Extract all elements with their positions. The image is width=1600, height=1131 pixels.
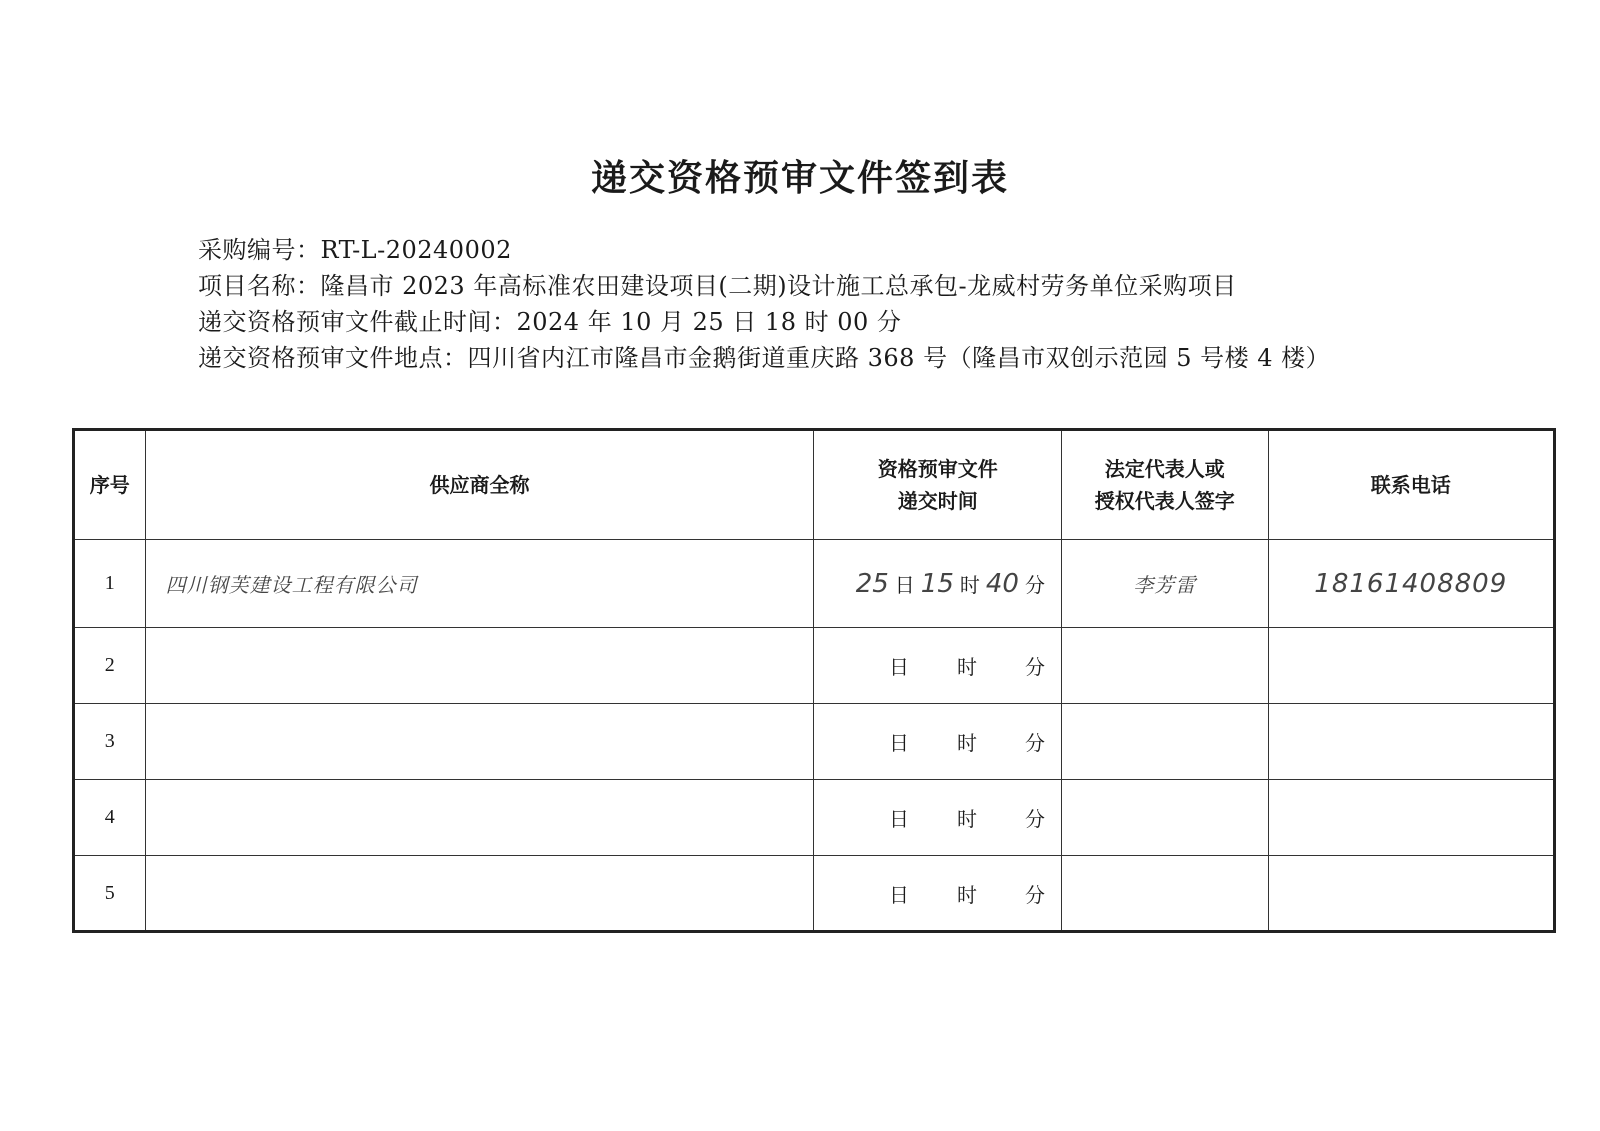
time-minute-unit: 分 — [1024, 573, 1045, 597]
row-signature — [1061, 856, 1268, 932]
table-row — [74, 628, 1555, 704]
table-row — [74, 704, 1555, 780]
row-phone — [1268, 780, 1554, 856]
sign-in-table — [72, 428, 1556, 933]
time-minute-unit: 分 — [1024, 807, 1045, 831]
row-signature — [1061, 704, 1268, 780]
info-label: 采购编号 ： — [198, 236, 321, 264]
table-row — [74, 780, 1555, 856]
time-day-unit: 日 — [894, 573, 915, 597]
row-phone — [1268, 628, 1554, 704]
project-info — [198, 232, 1418, 376]
row-submit-time — [814, 704, 1062, 780]
header-signature — [1061, 430, 1268, 540]
info-location — [198, 340, 1418, 376]
row-phone — [1268, 856, 1554, 932]
table-header-row — [74, 430, 1555, 540]
table-row — [74, 856, 1555, 932]
time-hour-value: 15 — [920, 568, 954, 599]
header-signature-line2: 授权代表人签字 — [1094, 489, 1235, 513]
row-phone — [1268, 704, 1554, 780]
row-submit-time — [814, 780, 1062, 856]
page-title: 递交资格预审文件签到表 — [590, 157, 1009, 199]
info-label: 递交资格预审文件地点 ： — [198, 344, 468, 372]
row-supplier — [145, 856, 814, 932]
info-value: 四川省内江市隆昌市金鹅街道重庆路 368 号（隆昌市双创示范园 5 号楼 4 楼） — [467, 344, 1331, 372]
info-label: 项目名称 ： — [198, 272, 321, 300]
info-value: 隆昌市 2023 年高标准农田建设项目(二期)设计施工总承包-龙威村劳务单位采购项目 — [320, 272, 1237, 300]
header-submit-time — [814, 430, 1062, 540]
row-phone: 18161408809 — [1268, 540, 1554, 628]
row-submit-time — [814, 856, 1062, 932]
info-project-name — [198, 268, 1418, 304]
info-procurement-number — [198, 232, 1418, 268]
row-seq: 3 — [74, 704, 146, 780]
row-supplier — [145, 780, 814, 856]
time-minute-value: 40 — [985, 568, 1019, 599]
row-submit-time — [814, 628, 1062, 704]
time-minute-unit: 分 — [1024, 731, 1045, 755]
time-day-unit: 日 — [888, 882, 909, 907]
row-signature: 李芳雷 — [1061, 540, 1268, 628]
header-submit-time-line1: 资格预审文件 — [877, 457, 998, 481]
time-minute-unit: 分 — [1024, 655, 1045, 679]
row-seq: 2 — [74, 628, 146, 704]
row-supplier — [145, 628, 814, 704]
time-day-value: 25 — [855, 568, 889, 599]
header-phone: 联系电话 — [1268, 430, 1554, 540]
time-hour-unit: 时 — [956, 731, 977, 755]
row-signature — [1061, 628, 1268, 704]
time-hour-unit: 时 — [956, 882, 977, 907]
info-label: 递交资格预审文件截止时间 ： — [198, 308, 517, 336]
header-signature-line1: 法定代表人或 — [1104, 457, 1225, 481]
table-row — [74, 540, 1555, 628]
info-value: 2024 年 10 月 25 日 18 时 00 分 — [516, 308, 902, 336]
time-hour-unit: 时 — [959, 573, 980, 597]
info-value: RT-L-20240002 — [320, 236, 512, 264]
row-seq: 4 — [74, 780, 146, 856]
time-hour-unit: 时 — [956, 807, 977, 831]
header-supplier: 供应商全称 — [145, 430, 814, 540]
row-signature — [1061, 780, 1268, 856]
row-submit-time — [814, 540, 1062, 628]
row-seq: 5 — [74, 856, 146, 932]
row-supplier: 四川钢芙建设工程有限公司 — [145, 540, 814, 628]
header-submit-time-line2: 递交时间 — [897, 489, 978, 513]
time-day-unit: 日 — [888, 807, 909, 831]
time-hour-unit: 时 — [956, 655, 977, 679]
row-supplier — [145, 704, 814, 780]
time-minute-unit: 分 — [1024, 882, 1045, 907]
time-day-unit: 日 — [888, 731, 909, 755]
info-deadline — [198, 304, 1418, 340]
time-day-unit: 日 — [888, 655, 909, 679]
row-seq: 1 — [74, 540, 146, 628]
header-seq: 序号 — [74, 430, 146, 540]
